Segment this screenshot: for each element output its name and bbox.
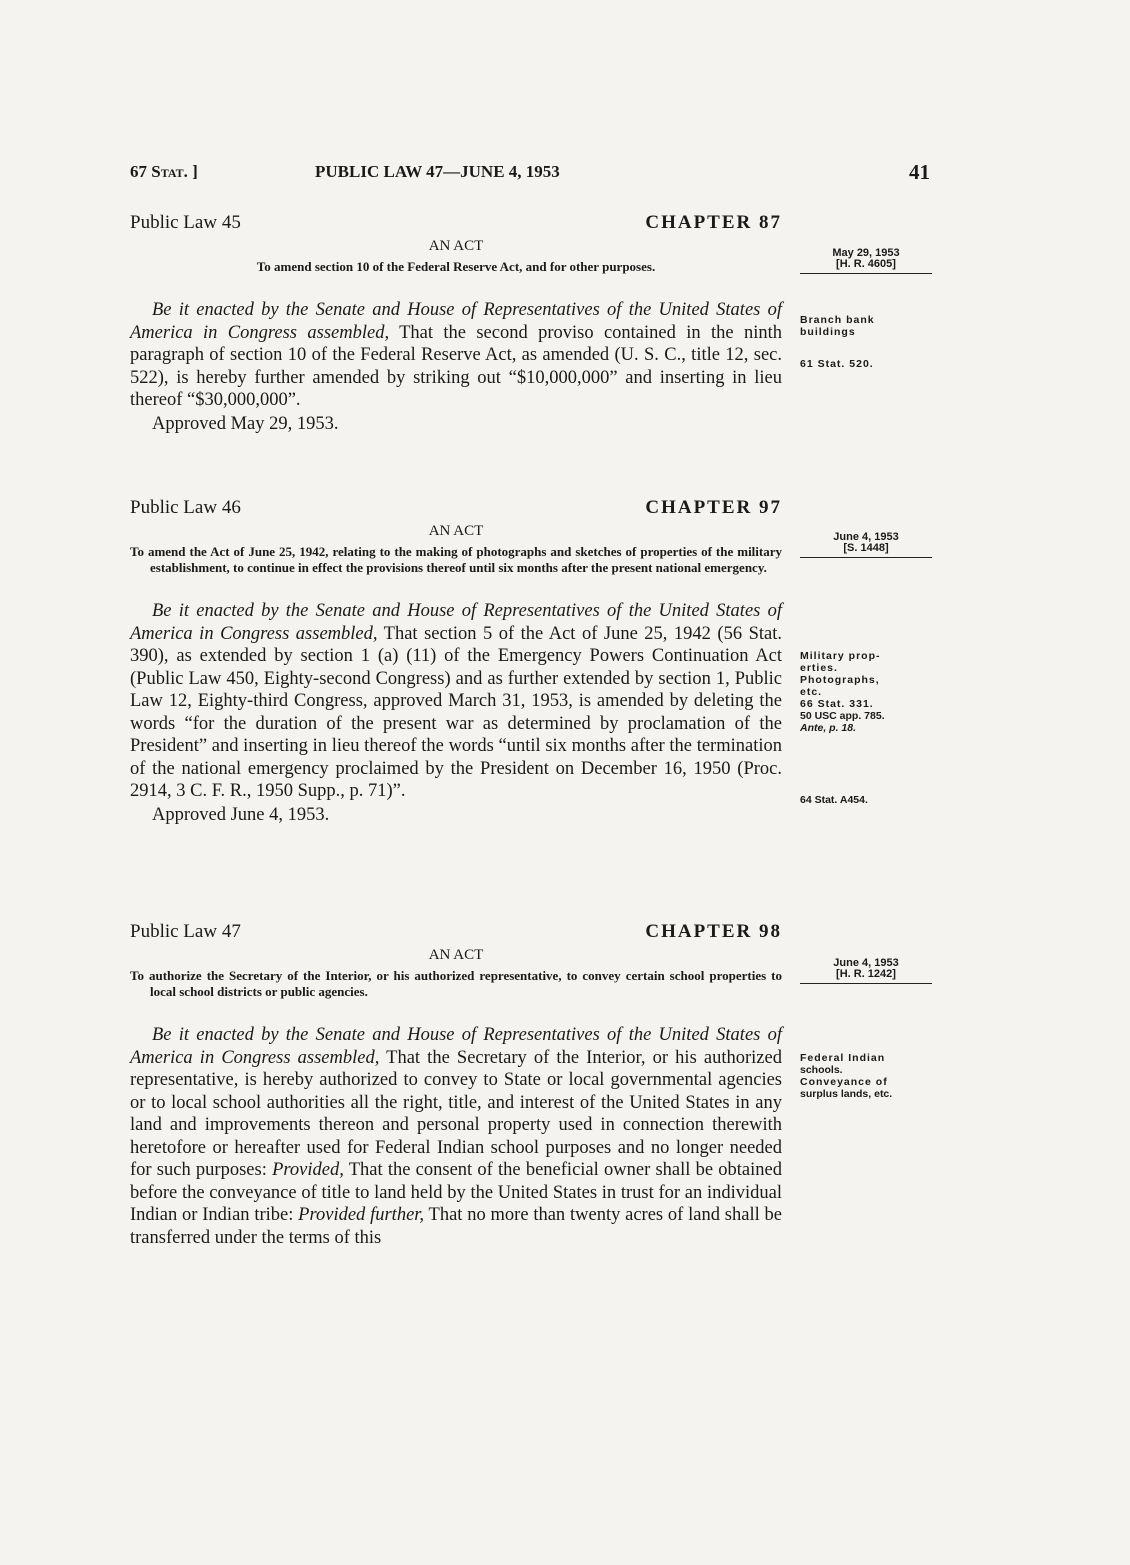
margin-note: 61 Stat. 520. [800, 358, 874, 370]
margin-note: 50 USC app. 785. [800, 710, 885, 722]
margin-note: etc. [800, 686, 823, 698]
margin-note: Ante, p. 18. [800, 722, 857, 734]
public-law-number: Public Law 46 [130, 497, 241, 518]
margin-date-box: June 4, 1953 [S. 1448] [800, 532, 932, 558]
approval-date: Approved June 4, 1953. [152, 804, 330, 825]
margin-date-box: June 4, 1953 [H. R. 1242] [800, 958, 932, 984]
margin-notes-46 [800, 532, 932, 806]
act-body: Be it enacted by the Senate and House of Representatives of the United States of America in Congress assembled, That the second proviso contained in the ninth paragraph of section 10 of the Federal Reserve Act, as amended (U. S. C., title 12, sec. 522), is hereby further amended by striking out “$10,000,000” and inserting in lieu thereof “$30,000,000”. [130, 300, 782, 410]
an-act-heading: AN ACT [428, 238, 484, 254]
margin-note: Branch bank [800, 314, 875, 326]
margin-notes-45 [800, 248, 932, 370]
act-purpose: To authorize the Secretary of the Interior, or his authorized representative, to convey certain school properties to local school districts or public agencies. [130, 968, 782, 999]
margin-note: 66 Stat. 331. [800, 698, 874, 710]
volume-citation: 67 Stat. ] [130, 162, 198, 181]
chapter-number: CHAPTER 97 [645, 497, 782, 518]
margin-notes-47 [800, 958, 932, 1100]
public-law-number: Public Law 47 [130, 921, 241, 942]
running-title: PUBLIC LAW 47—JUNE 4, 1953 [315, 162, 560, 181]
margin-note: Military prop- [800, 650, 881, 662]
an-act-heading: AN ACT [428, 947, 484, 963]
page-number: 41 [909, 160, 930, 184]
act-purpose: To amend section 10 of the Federal Reserve Act, and for other purposes. [256, 259, 656, 274]
law-section-45 [130, 212, 782, 435]
margin-note: surplus lands, etc. [800, 1088, 893, 1100]
act-body: Be it enacted by the Senate and House of Representatives of the United States of America in Congress assembled, That section 5 of the Act of June 25, 1942 (56 Stat. 390), as extended by section 1 (a) (11) of the Emergency Powers Continuation Act (Public Law 450, Eighty-second Congress) and as further extended by section 1, Public Law 12, Eighty-third Congress, approved March 31, 1953, is amended by deleting the words “for the duration of the present war as determined by proclamation of the President” and inserting in lieu thereof the words “until six months after the termination of the national emergency proclaimed by the President on December 16, 1950 (Proc. 2914, 3 C. F. R., 1950 Supp., p. 71)”. [130, 601, 782, 801]
approval-date: Approved May 29, 1953. [152, 413, 339, 434]
margin-note: buildings [800, 326, 856, 338]
law-section-47 [130, 921, 782, 1249]
margin-note: schools. [800, 1064, 843, 1076]
public-law-number: Public Law 45 [130, 212, 241, 233]
chapter-number: CHAPTER 87 [645, 212, 782, 233]
an-act-heading: AN ACT [428, 523, 484, 539]
chapter-number: CHAPTER 98 [645, 921, 782, 942]
running-head [130, 162, 930, 192]
margin-note: Photographs, [800, 674, 880, 686]
law-section-46 [130, 497, 782, 826]
act-body: Be it enacted by the Senate and House of Representatives of the United States of America in Congress assembled, That the Secretary of the Interior, or his authorized representative, is hereby authorized to convey to State or local governmental agencies or to local school authorities all the right, title, and interest of the United States in any land and improvements thereon and personal property used in connection therewith heretofore or hereafter used for Federal Indian school purposes and no longer needed for such purposes: Provided, That the consent of the beneficial owner shall be obtained before the conveyance of title to land held by the United States in trust for an individual Indian or Indian tribe: Provided further, That no more than twenty acres of land shall be transferred under the terms of this [130, 1025, 782, 1248]
act-purpose: To amend the Act of June 25, 1942, relating to the making of photographs and sketches of properties of the military establishment, to continue in effect the provisions thereof until six months after the present national emergency. [130, 544, 782, 575]
margin-note: 64 Stat. A454. [800, 794, 868, 806]
margin-date-box: May 29, 1953 [H. R. 4605] [800, 248, 932, 274]
margin-note: Conveyance of [800, 1076, 888, 1088]
margin-note: Federal Indian [800, 1052, 886, 1064]
margin-note: erties. [800, 662, 838, 674]
